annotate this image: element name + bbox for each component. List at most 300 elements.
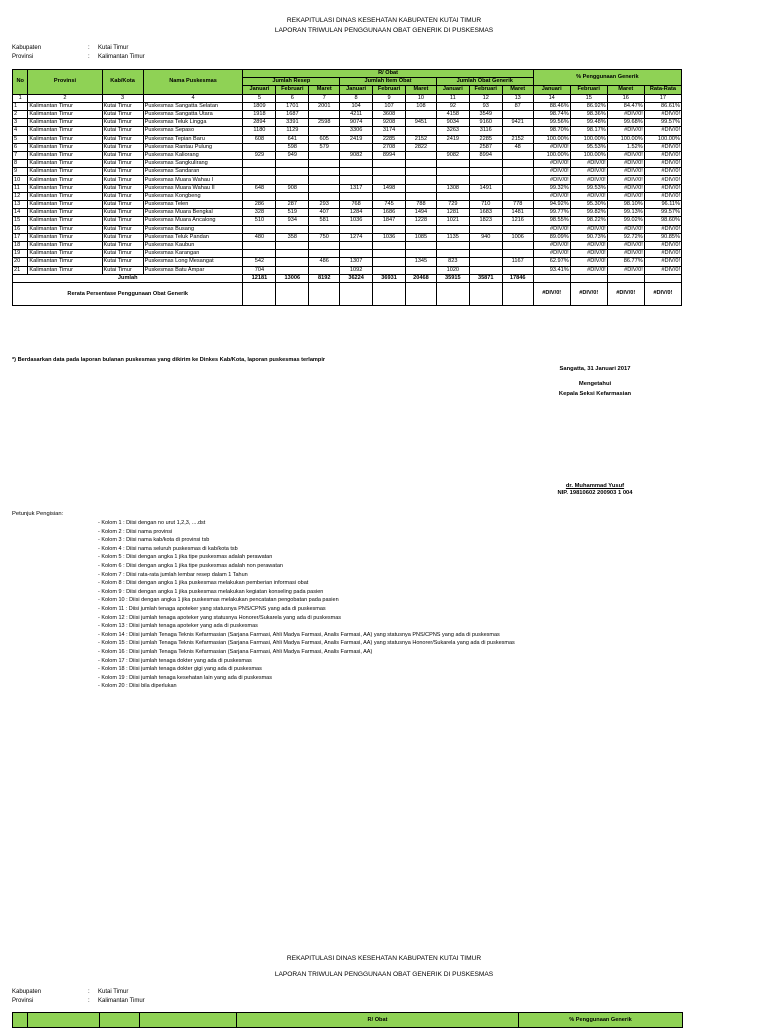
table-cell xyxy=(309,266,340,274)
column-number: 12 xyxy=(469,94,502,102)
table-cell: 641 xyxy=(276,135,309,143)
header-robat: R/ Obat xyxy=(243,70,533,78)
table-row xyxy=(13,217,682,225)
table-cell: Kalimantan Timur xyxy=(28,143,102,151)
signature-mengetahui: Mengetahui xyxy=(578,381,612,387)
table-row xyxy=(13,209,682,217)
table-cell: 9451 xyxy=(406,119,437,127)
table-cell: Kalimantan Timur xyxy=(28,201,102,209)
table-cell: 3549 xyxy=(469,110,502,118)
table-cell: Puskesmas Sangatta Selatan xyxy=(143,102,243,110)
table-cell: 98.74% xyxy=(533,110,570,118)
table-cell: 1085 xyxy=(406,233,437,241)
meta-kabupaten: Kabupaten : Kutai Timur xyxy=(12,45,129,51)
table-cell: #DIV/0! xyxy=(644,110,681,118)
table-cell: 1228 xyxy=(406,217,437,225)
table-cell: 62.97% xyxy=(533,258,570,266)
table-cell xyxy=(373,192,406,200)
table-cell: Kutai Timur xyxy=(102,110,143,118)
table-cell: 18 xyxy=(13,241,28,249)
table-cell: 100.00% xyxy=(570,135,607,143)
table-cell: 1 xyxy=(13,102,28,110)
page2-subtitle: LAPORAN TRIWULAN PENGGUNAAN OBAT GENERIK DI PUSKESMAS xyxy=(274,971,494,978)
table-cell xyxy=(373,168,406,176)
table-cell: 100.00% xyxy=(644,135,681,143)
table-cell: #DIV/0! xyxy=(644,258,681,266)
column-number: 17 xyxy=(644,94,681,102)
guide-item: - Kolom 10 : Diisi dengan angka 1 jika puskesmas melakukan pencatatan pengobatan pada pasien xyxy=(98,597,339,604)
table-cell: #DIV/0! xyxy=(644,241,681,249)
header-puskesmas: Nama Puskesmas xyxy=(143,70,243,95)
rerata-row xyxy=(13,282,682,305)
table-cell: 4158 xyxy=(436,110,469,118)
empty-cell xyxy=(502,282,533,305)
table-cell: #DIV/0! xyxy=(570,176,607,184)
table-cell: 98.10% xyxy=(607,201,644,209)
table-cell: 8994 xyxy=(373,151,406,159)
table-cell xyxy=(373,160,406,168)
table-cell xyxy=(340,250,373,258)
table-cell: 608 xyxy=(243,135,276,143)
table-row xyxy=(13,225,682,233)
table-cell: 3116 xyxy=(469,127,502,135)
header-month: Maret xyxy=(309,86,340,94)
rerata-value: #DIV/0! xyxy=(644,282,681,305)
table-cell: 778 xyxy=(502,201,533,209)
header-jumlah-item: Jumlah Item Obat xyxy=(340,78,437,86)
table-cell: 99.32% xyxy=(533,184,570,192)
table-cell xyxy=(406,160,437,168)
table-cell: Puskesmas Rantau Pulung xyxy=(143,143,243,151)
jumlah-value: 20468 xyxy=(406,274,437,282)
table-cell: 1686 xyxy=(373,209,406,217)
header-month: Februari xyxy=(469,86,502,94)
guide-list xyxy=(98,519,515,691)
table-cell xyxy=(469,258,502,266)
table-cell: Kalimantan Timur xyxy=(28,192,102,200)
table-cell: 1020 xyxy=(436,266,469,274)
page2-table-header xyxy=(12,1012,683,1028)
table-row xyxy=(13,250,682,258)
table-cell: 1307 xyxy=(340,258,373,266)
rekap-table xyxy=(12,69,682,306)
table-cell: 1284 xyxy=(340,209,373,217)
table-cell: Puskesmas Busang xyxy=(143,225,243,233)
table-cell: #DIV/0! xyxy=(607,184,644,192)
jumlah-value: 35871 xyxy=(469,274,502,282)
table-cell: #DIV/0! xyxy=(607,192,644,200)
table-cell: 908 xyxy=(276,184,309,192)
table-cell: Kutai Timur xyxy=(102,258,143,266)
table-cell xyxy=(243,160,276,168)
guide-item: - Kolom 14 : Diisi jumlah Tenaga Teknis Kefarmasian (Sarjana Farmasi, Ahli Madya Farmasi, Analis Farmasi, AA) yang statusnya PNS/CPNS yang ada di puskesmas xyxy=(98,631,500,638)
table-cell xyxy=(502,241,533,249)
table-cell xyxy=(502,176,533,184)
table-cell: 358 xyxy=(276,233,309,241)
table-cell: #DIV/0! xyxy=(644,168,681,176)
table-cell: 1823 xyxy=(469,217,502,225)
column-number: 4 xyxy=(143,94,243,102)
table-cell: Kalimantan Timur xyxy=(28,135,102,143)
table-cell xyxy=(276,160,309,168)
table-cell: Kalimantan Timur xyxy=(28,160,102,168)
table-cell: 1135 xyxy=(436,233,469,241)
table-cell: 86.61% xyxy=(644,102,681,110)
table-cell xyxy=(309,110,340,118)
table-cell: 510 xyxy=(243,217,276,225)
table-cell: Kutai Timur xyxy=(102,135,143,143)
jumlah-value: 17846 xyxy=(502,274,533,282)
column-number: 7 xyxy=(309,94,340,102)
table-cell: Kalimantan Timur xyxy=(28,176,102,184)
guide-item: - Kolom 13 : Diisi jumlah tenaga apoteker yang ada di puskesmas xyxy=(98,623,258,630)
table-cell: 8994 xyxy=(469,151,502,159)
table-cell: Kalimantan Timur xyxy=(28,217,102,225)
column-number: 8 xyxy=(340,94,373,102)
header-no: No xyxy=(13,70,28,95)
page2-header-cell xyxy=(13,1013,28,1028)
table-cell: 480 xyxy=(243,233,276,241)
table-row xyxy=(13,119,682,127)
guide-item: - Kolom 6 : Diisi dengan angka 1 jika tipe puskesmas adalah non perawatan xyxy=(98,562,283,569)
table-cell: 88.46% xyxy=(533,102,570,110)
table-cell: 99.57% xyxy=(644,209,681,217)
table-cell xyxy=(309,241,340,249)
table-cell: Kalimantan Timur xyxy=(28,225,102,233)
table-cell: 9208 xyxy=(373,119,406,127)
table-cell: 4211 xyxy=(340,110,373,118)
column-number: 9 xyxy=(373,94,406,102)
table-cell: Kutai Timur xyxy=(102,127,143,135)
header-month: Maret xyxy=(406,86,437,94)
table-cell: Kalimantan Timur xyxy=(28,266,102,274)
jumlah-value: 36931 xyxy=(373,274,406,282)
table-cell: 581 xyxy=(309,217,340,225)
guide-item: - Kolom 8 : Diisi dengan angka 1 jika puskesmas melakukan pemberian informasi obat xyxy=(98,580,309,587)
table-cell: Kutai Timur xyxy=(102,151,143,159)
table-cell: Kutai Timur xyxy=(102,160,143,168)
table-row xyxy=(13,151,682,159)
page2-header-cell xyxy=(28,1013,100,1028)
table-cell: Kalimantan Timur xyxy=(28,127,102,135)
empty-cell xyxy=(309,282,340,305)
table-cell: 929 xyxy=(243,151,276,159)
table-row xyxy=(13,160,682,168)
page2-header-persen: % Penggunaan Generik xyxy=(519,1013,683,1028)
table-cell: 11 xyxy=(13,184,28,192)
table-cell: 9421 xyxy=(502,119,533,127)
table-cell: 99.77% xyxy=(533,209,570,217)
signature-role: Kepala Seksi Kefarmasian xyxy=(558,391,632,397)
table-cell: Kutai Timur xyxy=(102,209,143,217)
table-cell: Kalimantan Timur xyxy=(28,119,102,127)
table-cell: #DIV/0! xyxy=(644,127,681,135)
guide-item: - Kolom 3 : Diisi nama kab/kota di provinsi tsb xyxy=(98,537,210,544)
table-cell xyxy=(406,176,437,184)
table-cell: #DIV/0! xyxy=(607,250,644,258)
table-cell xyxy=(309,192,340,200)
table-cell: 3263 xyxy=(436,127,469,135)
table-cell xyxy=(469,160,502,168)
table-cell xyxy=(243,192,276,200)
table-cell: #DIV/0! xyxy=(607,151,644,159)
table-cell: Kalimantan Timur xyxy=(28,110,102,118)
table-cell: 2285 xyxy=(469,135,502,143)
table-cell: 13 xyxy=(13,201,28,209)
table-cell: 100.00% xyxy=(533,135,570,143)
table-cell xyxy=(406,127,437,135)
table-cell xyxy=(436,143,469,151)
table-cell xyxy=(340,176,373,184)
guide-item: - Kolom 12 : Diisi jumlah tenaga apoteker yang statusnya Honorer/Sukarela yang ada di puskesmas xyxy=(98,614,342,621)
table-cell: 2285 xyxy=(373,135,406,143)
table-cell: 328 xyxy=(243,209,276,217)
empty-cell xyxy=(373,282,406,305)
guide-item: - Kolom 16 : Diisi jumlah Tenaga Teknis Kefarmasian (Sarjana Farmasi, Ahli Madya Farmasi, Analis Farmasi, AA) xyxy=(98,648,373,655)
table-cell xyxy=(502,110,533,118)
table-cell: 84.47% xyxy=(607,102,644,110)
table-cell: #DIV/0! xyxy=(533,192,570,200)
table-cell: #DIV/0! xyxy=(570,225,607,233)
table-cell: 17 xyxy=(13,233,28,241)
footnote: *) Berdasarkan data pada laporan bulanan puskesmas yang dikirim ke Dinkes Kab/Kota, laporan puskesmas terlampir xyxy=(12,357,326,363)
table-cell: #DIV/0! xyxy=(607,266,644,274)
table-cell: 3 xyxy=(13,119,28,127)
table-cell: 20 xyxy=(13,258,28,266)
table-cell xyxy=(340,225,373,233)
table-cell: 94.92% xyxy=(533,201,570,209)
rerata-value: #DIV/0! xyxy=(533,282,570,305)
column-number: 2 xyxy=(28,94,102,102)
table-row xyxy=(13,127,682,135)
table-cell: 9160 xyxy=(469,119,502,127)
table-cell: #DIV/0! xyxy=(607,176,644,184)
table-cell: 4 xyxy=(13,127,28,135)
guide-item: - Kolom 1 : Diisi dengan no urut 1,2,3, ....dst xyxy=(98,520,206,526)
table-cell: 648 xyxy=(243,184,276,192)
table-cell: 95.30% xyxy=(570,201,607,209)
column-number: 3 xyxy=(102,94,143,102)
table-cell: 6 xyxy=(13,143,28,151)
table-cell: 407 xyxy=(309,209,340,217)
column-number: 10 xyxy=(406,94,437,102)
table-cell xyxy=(309,184,340,192)
table-cell: 108 xyxy=(406,102,437,110)
table-cell xyxy=(436,241,469,249)
table-row xyxy=(13,233,682,241)
table-cell: Kalimantan Timur xyxy=(28,250,102,258)
table-cell xyxy=(502,160,533,168)
table-cell: 1006 xyxy=(502,233,533,241)
page2-header-cell xyxy=(140,1013,237,1028)
table-cell xyxy=(309,127,340,135)
guide-item: - Kolom 19 : Diisi jumlah tenaga kesehatan lain yang ada di puskesmas xyxy=(98,674,272,681)
header-rata-rata: Rata-Rata xyxy=(644,86,681,94)
page2-header-cell xyxy=(100,1013,140,1028)
table-cell xyxy=(373,266,406,274)
table-cell xyxy=(243,168,276,176)
empty-cell xyxy=(533,274,570,282)
table-cell: 14 xyxy=(13,209,28,217)
table-cell xyxy=(406,168,437,176)
table-cell: Kalimantan Timur xyxy=(28,168,102,176)
table-cell: 750 xyxy=(309,233,340,241)
empty-cell xyxy=(243,282,276,305)
table-cell xyxy=(276,250,309,258)
empty-cell xyxy=(607,274,644,282)
meta-kabupaten: Kabupaten : Kutai Timur xyxy=(12,989,129,995)
table-cell: 542 xyxy=(243,258,276,266)
table-cell: 704 xyxy=(243,266,276,274)
table-cell: 9082 xyxy=(436,151,469,159)
table-cell: Puskesmas Long Mesangat xyxy=(143,258,243,266)
table-cell: 100.00% xyxy=(570,151,607,159)
table-cell: 1129 xyxy=(276,127,309,135)
table-cell: 486 xyxy=(309,258,340,266)
table-row xyxy=(13,201,682,209)
table-cell xyxy=(309,151,340,159)
table-row xyxy=(13,176,682,184)
guide-item: - Kolom 2 : Diisi nama provinsi xyxy=(98,528,173,535)
jumlah-value: 13006 xyxy=(276,274,309,282)
table-cell: Puskesmas Teluk Lingga xyxy=(143,119,243,127)
table-cell xyxy=(340,160,373,168)
table-cell: #DIV/0! xyxy=(570,160,607,168)
table-cell: 96.11% xyxy=(644,201,681,209)
table-cell xyxy=(340,241,373,249)
header-provinsi: Provinsi xyxy=(28,70,102,95)
table-cell: #DIV/0! xyxy=(644,184,681,192)
table-cell: 1494 xyxy=(406,209,437,217)
table-cell: Puskesmas Sangkulirang xyxy=(143,160,243,168)
table-cell: 8 xyxy=(13,160,28,168)
header-month: Maret xyxy=(607,86,644,94)
column-number: 13 xyxy=(502,94,533,102)
table-cell: 93 xyxy=(469,102,502,110)
table-cell xyxy=(373,176,406,184)
table-cell: 768 xyxy=(340,201,373,209)
table-body xyxy=(13,94,682,305)
table-cell xyxy=(469,250,502,258)
table-cell: 2152 xyxy=(502,135,533,143)
table-cell: 1281 xyxy=(436,209,469,217)
table-cell xyxy=(469,225,502,233)
table-cell: 98.70% xyxy=(533,127,570,135)
table-cell: 9034 xyxy=(436,119,469,127)
table-cell: Kutai Timur xyxy=(102,168,143,176)
table-cell xyxy=(502,192,533,200)
table-cell: Puskesmas Sandaran xyxy=(143,168,243,176)
table-cell: 1687 xyxy=(276,110,309,118)
table-cell: 93.41% xyxy=(533,266,570,274)
signature-name: dr. Muhammad Yusuf xyxy=(565,483,625,489)
table-cell: #DIV/0! xyxy=(644,225,681,233)
table-cell: 293 xyxy=(309,201,340,209)
meta-provinsi: Provinsi : Kalimantan Timur xyxy=(12,997,145,1004)
table-row xyxy=(13,266,682,274)
table-cell xyxy=(469,266,502,274)
column-number: 11 xyxy=(436,94,469,102)
report-meta xyxy=(12,44,145,61)
guide-item: - Kolom 18 : Diisi jumlah tenaga dokter gigi yang ada di puskesmas xyxy=(98,666,262,673)
header-month: Januari xyxy=(243,86,276,94)
table-cell: #DIV/0! xyxy=(533,143,570,151)
empty-cell xyxy=(406,282,437,305)
table-cell: #DIV/0! xyxy=(607,241,644,249)
table-cell: 2419 xyxy=(436,135,469,143)
table-cell xyxy=(276,176,309,184)
table-cell: Kutai Timur xyxy=(102,217,143,225)
table-row xyxy=(13,241,682,249)
header-month: Januari xyxy=(533,86,570,94)
table-cell xyxy=(373,241,406,249)
table-cell: #DIV/0! xyxy=(644,151,681,159)
guide-item: - Kolom 7 : Diisi rata-rata jumlah lembar resep dalam 1 Tahun xyxy=(98,571,248,578)
table-cell xyxy=(502,168,533,176)
table-cell: Puskesmas Karangan xyxy=(143,250,243,258)
table-cell: 934 xyxy=(276,217,309,225)
table-cell xyxy=(436,250,469,258)
header-persen-generik: % Penggunaan Generik xyxy=(533,70,681,86)
table-cell: 1216 xyxy=(502,217,533,225)
table-cell: 1180 xyxy=(243,127,276,135)
table-cell: 9074 xyxy=(340,119,373,127)
table-cell: Kalimantan Timur xyxy=(28,241,102,249)
table-row xyxy=(13,110,682,118)
table-cell xyxy=(243,143,276,151)
table-cell: 9 xyxy=(13,168,28,176)
table-cell: 1021 xyxy=(436,217,469,225)
table-cell: 99.68% xyxy=(607,119,644,127)
table-cell: 1167 xyxy=(502,258,533,266)
table-cell: 1092 xyxy=(340,266,373,274)
header-month: Maret xyxy=(502,86,533,94)
table-cell: 1317 xyxy=(340,184,373,192)
page2-header-robat: R/ Obat xyxy=(237,1013,519,1028)
table-cell: #DIV/0! xyxy=(644,160,681,168)
table-cell: 92.72% xyxy=(607,233,644,241)
table-cell xyxy=(436,225,469,233)
table-cell xyxy=(243,241,276,249)
table-cell: 99.02% xyxy=(607,217,644,225)
report-title: REKAPITULASI DINAS KESEHATAN KABUPATEN KUTAI TIMUR xyxy=(286,17,482,24)
table-cell: 21 xyxy=(13,266,28,274)
table-cell: Puskesmas Batu Ampar xyxy=(143,266,243,274)
table-cell: 1036 xyxy=(373,233,406,241)
table-cell: 92 xyxy=(436,102,469,110)
table-cell: 729 xyxy=(436,201,469,209)
table-cell xyxy=(276,266,309,274)
rerata-label: Rerata Persentase Penggunaan Obat Generik xyxy=(13,282,243,305)
table-cell: Kalimantan Timur xyxy=(28,258,102,266)
table-cell: 1701 xyxy=(276,102,309,110)
table-cell: 7 xyxy=(13,151,28,159)
column-number: 1 xyxy=(13,94,28,102)
table-cell: #DIV/0! xyxy=(533,241,570,249)
column-number: 16 xyxy=(607,94,644,102)
table-cell: #DIV/0! xyxy=(644,250,681,258)
table-cell: 2894 xyxy=(243,119,276,127)
table-cell: Puskesmas Kaubun xyxy=(143,241,243,249)
guide-item: - Kolom 11 : Diisi jumlah tenaga apoteker yang statusnya PNS/CPNS yang ada di puskesmas xyxy=(98,605,326,612)
table-cell: 940 xyxy=(469,233,502,241)
table-cell xyxy=(406,241,437,249)
empty-cell xyxy=(276,282,309,305)
table-cell xyxy=(243,176,276,184)
table-cell: 1498 xyxy=(373,184,406,192)
table-cell: 19 xyxy=(13,250,28,258)
table-cell xyxy=(502,250,533,258)
